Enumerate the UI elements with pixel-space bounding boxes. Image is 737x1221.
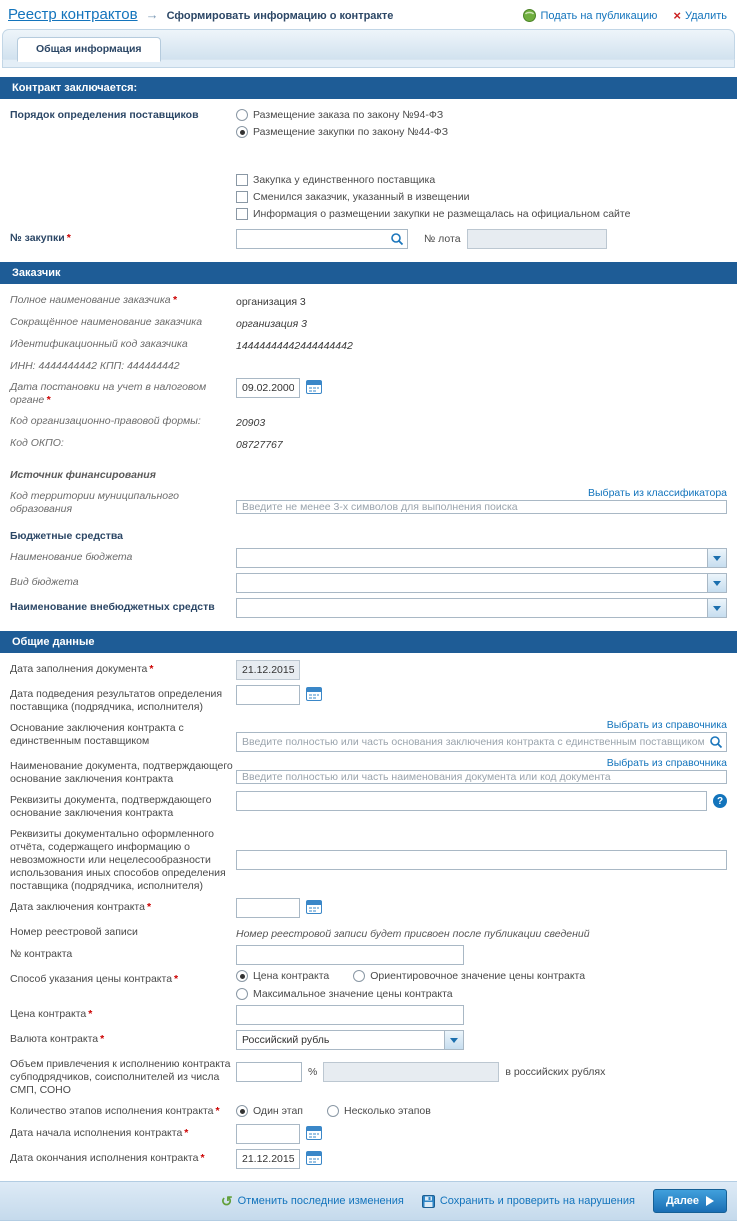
supplier-order-label: Порядок определения поставщиков — [10, 109, 199, 121]
budget-name-select-value — [237, 549, 707, 567]
radio-max-price-circle[interactable] — [236, 988, 248, 1000]
conclusion-date-label: Дата заключения контракта — [10, 901, 145, 913]
contract-number-row — [0, 942, 737, 967]
radio-multi-stage-circle[interactable] — [327, 1105, 339, 1117]
short-name-row — [0, 310, 737, 332]
breadcrumb-registry-link[interactable]: Реестр контрактов — [8, 6, 138, 23]
report-input[interactable] — [236, 850, 727, 870]
undo-changes-link[interactable]: ↺ Отменить последние изменения — [220, 1192, 404, 1209]
currency-select-value: Российский рубль — [242, 1034, 330, 1046]
section-contract — [0, 99, 737, 253]
radio-one-stage[interactable]: Один этап — [236, 1105, 303, 1117]
next-button[interactable]: Далее — [653, 1189, 727, 1213]
save-check-link[interactable]: Сохранить и проверить на нарушения — [422, 1195, 635, 1208]
basis-reference-link[interactable]: Выбрать из справочника — [606, 719, 727, 731]
smp-rub-note: в российских рублях — [505, 1066, 606, 1078]
territory-input[interactable] — [236, 500, 727, 514]
end-date-row: Дата окончания исполнения контракта * 21.12.2015 — [0, 1146, 737, 1171]
smp-row — [0, 1052, 737, 1099]
section-customer — [0, 284, 737, 622]
calendar-icon[interactable] — [306, 900, 322, 917]
stages-row: Количество этапов исполнения контракта * Один этап Несколько этапов — [10, 1104, 431, 1117]
supplier-order-row — [0, 103, 737, 222]
budget-name-select[interactable] — [236, 548, 727, 568]
breadcrumb — [8, 6, 393, 23]
price-input[interactable] — [236, 1005, 464, 1025]
contract-number-label: № контракта — [10, 948, 73, 960]
legal-form-row — [0, 409, 737, 431]
section-contract-title: Контракт заключается: — [0, 77, 737, 99]
conclusion-date-row: Дата заключения контракта * — [0, 895, 737, 920]
basis-input[interactable] — [236, 732, 727, 752]
tax-date-label: Дата постановки на учет в налоговом органе — [10, 381, 207, 406]
requisites-label: Реквизиты документа, подтверждающего основание заключения контракта — [10, 794, 212, 819]
requisites-row — [0, 788, 737, 822]
tax-date-row: Дата постановки на учет в налоговом органе * 09.02.2000 — [0, 375, 737, 409]
price-method-label: Способ указания цены контракта — [10, 973, 173, 985]
extra-budget-select[interactable] — [236, 598, 727, 618]
calendar-icon[interactable] — [306, 1151, 322, 1168]
lot-number-label: № лота — [424, 233, 461, 245]
id-code-label: Идентификационный код заказчика — [10, 338, 188, 350]
section-customer-title: Заказчик — [0, 262, 737, 284]
section-general — [0, 653, 737, 1173]
full-name-value: организация 3 — [236, 295, 306, 308]
extra-budget-select-value — [237, 599, 707, 617]
contract-number-input[interactable] — [236, 945, 464, 965]
results-date-row — [0, 682, 737, 716]
okpo-row — [0, 431, 737, 453]
conclusion-date-input[interactable] — [236, 898, 300, 918]
undo-icon: ↺ — [220, 1192, 233, 1209]
budget-name-label: Наименование бюджета — [10, 551, 133, 563]
footer-bar — [0, 1181, 737, 1221]
purchase-number-row: № закупки * № лота — [0, 226, 737, 251]
funding-heading-row — [0, 463, 737, 484]
chevron-down-icon[interactable] — [444, 1031, 463, 1049]
short-name-value: организация 3 — [236, 317, 308, 330]
start-date-label: Дата начала исполнения контракта — [10, 1127, 183, 1139]
radio-contract-price[interactable]: Цена контракта — [236, 970, 329, 982]
purchase-number-label: № закупки — [10, 232, 65, 244]
currency-row: Валюта контракта * Российский рубль — [0, 1027, 737, 1052]
requisites-input[interactable] — [236, 791, 707, 811]
search-icon[interactable] — [709, 735, 723, 752]
price-label: Цена контракта — [10, 1008, 87, 1020]
delete-link[interactable]: × Удалить — [673, 7, 727, 23]
budget-type-select[interactable] — [236, 573, 727, 593]
tax-date-input[interactable] — [236, 378, 300, 398]
checkbox-single-supplier[interactable]: Закупка у единственного поставщика — [236, 174, 630, 186]
radio-multi-stage[interactable]: Несколько этапов — [327, 1105, 431, 1117]
budget-heading-row — [0, 524, 737, 545]
short-name-label: Сокращённое наименование заказчика — [10, 316, 203, 328]
end-date-label: Дата окончания исполнения контракта — [10, 1152, 199, 1164]
report-row — [0, 822, 737, 895]
fill-date-row: Дата заполнения документа * 21.12.2015 — [0, 657, 737, 682]
radio-one-stage-circle[interactable] — [236, 1105, 248, 1117]
search-icon[interactable] — [390, 232, 404, 249]
start-date-input[interactable] — [236, 1124, 300, 1144]
price-method-row: Способ указания цены контракта * Цена контракта Ориентировочное значение цены контракта Максимальное значение цены контракта — [10, 970, 586, 1000]
publish-link[interactable]: Подать на публикацию — [523, 9, 657, 22]
checkbox-not-published-box[interactable] — [236, 208, 248, 220]
start-date-row: Дата начала исполнения контракта * — [0, 1121, 737, 1146]
territory-label: Код территории муниципального образования — [10, 490, 180, 515]
stages-label: Количество этапов исполнения контракта — [10, 1105, 214, 1117]
tab-bar — [2, 29, 735, 68]
okpo-value: 08727767 — [236, 438, 283, 451]
spacer — [236, 143, 648, 169]
calendar-icon[interactable] — [306, 687, 322, 704]
smp-percent-input[interactable] — [236, 1062, 302, 1082]
doc-row — [0, 754, 737, 788]
smp-label: Объем привлечения к исполнению контракта субподрядчиков, соисполнителей из числа СМП, СОНО — [10, 1058, 231, 1096]
basis-label: Основание заключения контракта с единственным поставщиком — [10, 722, 184, 747]
doc-reference-link[interactable]: Выбрать из справочника — [606, 757, 727, 769]
registry-number-note: Номер реестровой записи будет присвоен после публикации сведений — [236, 927, 590, 940]
radio-contract-price-circle[interactable] — [236, 970, 248, 982]
breadcrumb-arrow-icon: → — [145, 7, 159, 22]
checkbox-not-published[interactable]: Информация о размещении закупки не размещалась на официальном сайте — [236, 208, 630, 220]
end-date-input[interactable] — [236, 1149, 300, 1169]
territory-row — [0, 484, 737, 518]
results-date-input[interactable] — [236, 685, 300, 705]
funding-heading: Источник финансирования — [10, 469, 156, 481]
currency-select[interactable] — [236, 1030, 464, 1050]
doc-input[interactable] — [236, 770, 727, 784]
budget-name-row — [0, 545, 737, 570]
calendar-icon[interactable] — [306, 380, 322, 397]
fill-date-label: Дата заполнения документа — [10, 663, 148, 675]
doc-label: Наименование документа, подтверждающего основание заключения контракта — [10, 760, 233, 785]
report-label: Реквизиты документально оформленного отчёта, содержащего информацию о невозможности или нецелесообразности использования иных способов определения поставщика (подрядчика, исполнителя) — [10, 828, 226, 892]
checkbox-customer-changed[interactable]: Сменился заказчик, указанный в извещении — [236, 191, 630, 203]
results-date-label: Дата подведения результатов определения поставщика (подрядчика, исполнителя) — [10, 688, 223, 713]
inn-kpp-row — [0, 354, 737, 375]
purchase-number-input[interactable] — [236, 229, 408, 249]
checkbox-customer-changed-box[interactable] — [236, 191, 248, 203]
radio-approximate-price[interactable]: Ориентировочное значение цены контракта — [353, 970, 585, 982]
page-title: Сформировать информацию о контракте — [166, 10, 394, 22]
fill-date-input — [236, 660, 300, 680]
registry-number-row — [0, 920, 737, 942]
budget-heading: Бюджетные средства — [10, 530, 124, 542]
legal-form-label: Код организационно-правовой формы: — [10, 415, 201, 427]
budget-type-label: Вид бюджета — [10, 576, 79, 588]
extra-budget-row — [0, 595, 737, 620]
radio-law-44-circle[interactable] — [236, 126, 248, 138]
smp-amount-input — [323, 1062, 499, 1082]
radio-law-94[interactable]: Размещение заказа по закону №94-ФЗ — [236, 109, 630, 121]
full-name-label: Полное наименование заказчика — [10, 294, 171, 306]
okpo-label: Код ОКПО: — [10, 437, 64, 449]
calendar-icon[interactable] — [306, 1126, 322, 1143]
price-row: Цена контракта * — [0, 1002, 737, 1027]
extra-budget-label: Наименование внебюджетных средств — [10, 601, 215, 613]
inn-kpp-label: ИНН: 4444444442 КПП: 444444442 — [10, 360, 180, 372]
lot-number-input — [467, 229, 607, 249]
id-code-row — [0, 332, 737, 354]
legal-form-value: 20903 — [236, 416, 266, 429]
basis-row — [0, 716, 737, 754]
chevron-down-icon[interactable] — [707, 599, 726, 617]
publish-globe-icon — [523, 9, 536, 22]
budget-type-row — [0, 570, 737, 595]
radio-law-94-circle[interactable] — [236, 109, 248, 121]
chevron-down-icon[interactable] — [707, 574, 726, 592]
help-icon[interactable]: ? — [713, 794, 727, 808]
radio-law-44[interactable]: Размещение закупки по закону №44-ФЗ — [236, 126, 630, 138]
id-code-value: 14444444442444444442 — [236, 339, 353, 352]
save-disk-icon — [422, 1195, 435, 1208]
budget-type-select-value — [237, 574, 707, 592]
tab-general-info[interactable]: Общая информация — [17, 37, 161, 62]
section-general-title: Общие данные — [0, 631, 737, 653]
delete-x-icon: × — [673, 7, 681, 23]
classifier-link[interactable]: Выбрать из классификатора — [588, 487, 727, 499]
header-actions — [523, 6, 727, 22]
percent-sign: % — [308, 1066, 318, 1078]
page-header — [0, 0, 737, 27]
radio-max-price[interactable]: Максимальное значение цены контракта — [236, 988, 453, 1000]
arrow-right-icon — [706, 1196, 714, 1206]
chevron-down-icon[interactable] — [707, 549, 726, 567]
checkbox-single-supplier-box[interactable] — [236, 174, 248, 186]
registry-number-label: Номер реестровой записи — [10, 926, 138, 938]
currency-label: Валюта контракта — [10, 1033, 99, 1045]
radio-approximate-price-circle[interactable] — [353, 970, 365, 982]
full-name-row: Полное наименование заказчика * организация 3 — [0, 288, 737, 310]
